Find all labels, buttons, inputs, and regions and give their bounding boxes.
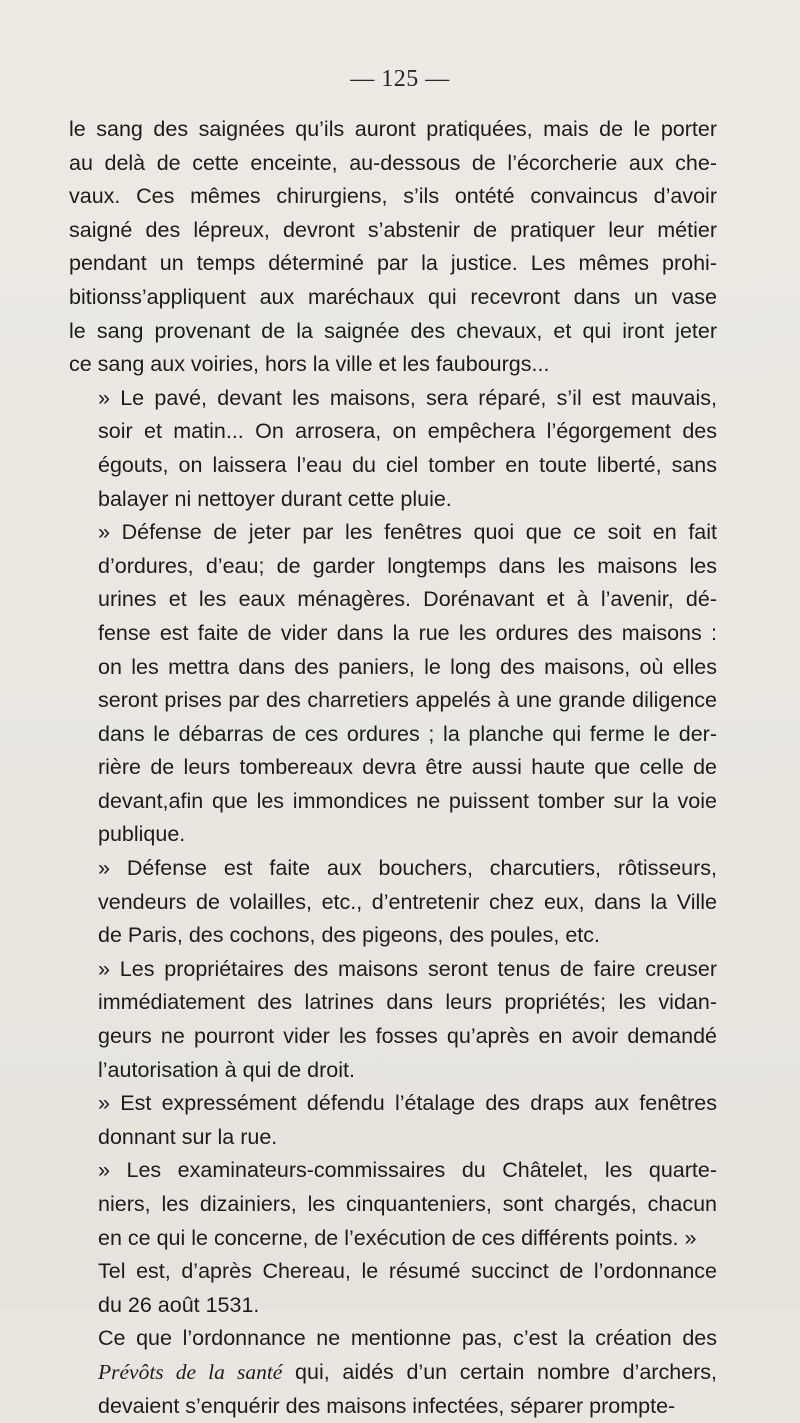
text-line: ce sang aux voiries, hors la ville et les faubourgs... [69,352,550,377]
text-line: le sang provenant de la saignée des chevaux, et qui iront jeter [69,318,717,343]
paragraph [69,1255,717,1322]
paragraph [69,1087,717,1154]
text-line: immédiatement des latrines dans leurs propriétés; les vidan- [98,990,717,1015]
paragraph [69,382,717,516]
text-line: au delà de cette enceinte, au-dessous de l’écorcherie aux che- [69,150,717,175]
text-line: vaux. Ces mêmes chirurgiens, s’ils ontété convaincus d’avoir [69,184,717,209]
text-line: du 26 août 1531. [98,1292,260,1317]
text-line: saigné des lépreux, devront s’abstenir de pratiquer leur métier [69,217,717,242]
text-line: Tel est, d’après Chereau, le résumé succinct de l’ordonnance [98,1259,717,1284]
text-line: balayer ni nettoyer durant cette pluie. [98,486,452,511]
paragraph [69,953,717,1087]
italic-title: Prévôts de la santé [98,1359,283,1384]
paragraph [69,1154,717,1255]
text-line: seront prises par des charretiers appelés à une grande diligence [98,688,717,713]
text-line: vendeurs de volailles, etc., d’entretenir chez eux, dans la Ville [98,889,717,914]
final-paragraph [69,1322,717,1423]
text-line: le sang des saignées qu’ils auront pratiquées, mais de le porter [69,117,717,141]
text-line: donnant sur la rue. [98,1124,278,1149]
paragraph [69,516,717,852]
text-line: devaient s’enquérir des maisons infectées, séparer prompte- [98,1393,676,1418]
text-line: » Est expressément défendu l’étalage des draps aux fenêtres [98,1091,717,1116]
text-line: Ce que l’ordonnance ne mentionne pas, c’est la création des [98,1326,717,1351]
paragraph [69,113,717,382]
text-line: publique. [98,822,186,847]
text-line: en ce qui le concerne, de l’exécution de ces différents points. » [98,1225,697,1250]
text-fragment: qui, aidés d’un certain nombre d’archers, [282,1359,717,1384]
text-line: » Les propriétaires des maisons seront tenus de faire creuser [98,956,717,981]
text-line: devant,afin que les immondices ne puissent tomber sur la voie [98,788,717,813]
text-line: » Défense est faite aux bouchers, charcutiers, rôtisseurs, [98,856,717,881]
text-line: dans le débarras de ces ordures ; la planche qui ferme le der- [98,721,717,746]
body-text [69,113,717,1423]
text-line: soir et matin... On arrosera, on empêchera l’égorgement des [98,419,717,444]
text-line: pendant un temps déterminé par la justice. Les mêmes prohi- [69,251,717,276]
text-line: urines et les eaux ménagères. Dorénavant et à l’avenir, dé- [98,587,717,612]
text-line: » Le pavé, devant les maisons, sera réparé, s’il est mauvais, [98,385,717,410]
text-line: de Paris, des cochons, des pigeons, des poules, etc. [98,923,600,948]
text-line: fense est faite de vider dans la rue les ordures des maisons : [98,620,717,645]
text-line: on les mettra dans des paniers, le long des maisons, où elles [98,654,717,679]
text-line: rière de leurs tombereaux devra être aussi haute que celle de [98,755,717,780]
text-line: » Les examinateurs-commissaires du Châtelet, les quarte- [98,1158,717,1183]
text-line: l’autorisation à qui de droit. [98,1057,355,1082]
paragraph [69,852,717,953]
text-line: geurs ne pourront vider les fosses qu’après en avoir demandé [98,1024,717,1049]
text-line: niers, les dizainiers, les cinquanteniers, sont chargés, chacun [98,1192,717,1216]
text-line: d’ordures, d’eau; de garder longtemps dans les maisons les [98,553,717,578]
text-line [69,1356,717,1390]
text-line: bitionss’appliquent aux maréchaux qui recevront dans un vase [69,284,717,309]
text-line: » Défense de jeter par les fenêtres quoi que ce soit en fait [98,520,717,545]
text-line: égouts, on laissera l’eau du ciel tomber en toute liberté, sans [98,452,717,477]
paragraph-list [69,113,717,1322]
page-number: — 125 — [350,66,450,92]
